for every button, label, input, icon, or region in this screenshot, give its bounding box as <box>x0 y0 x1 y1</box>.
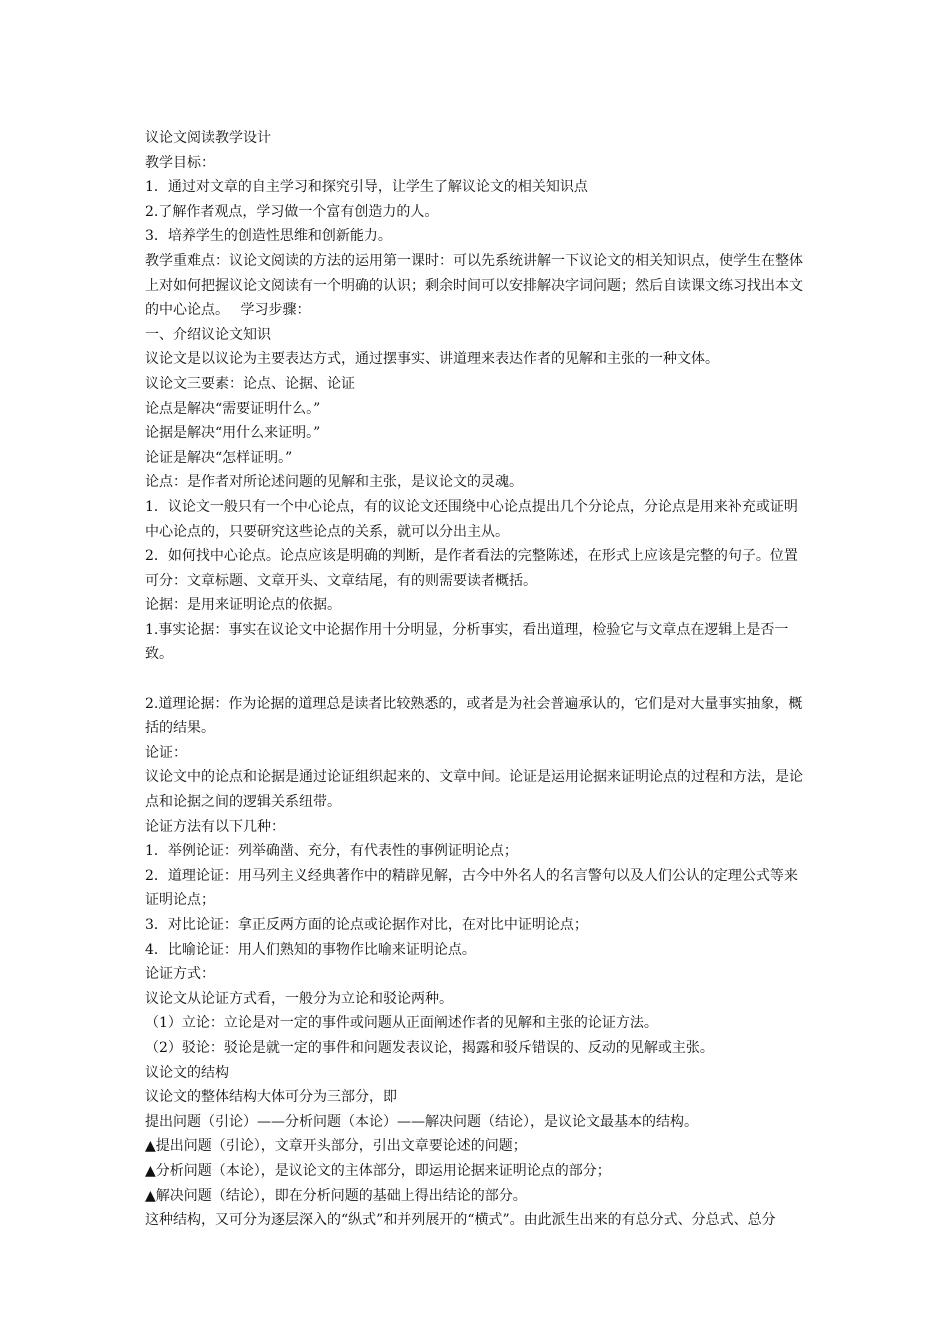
list-item: ▲提出问题（引论），文章开头部分，引出文章要论述的问题； <box>145 1138 527 1155</box>
list-item: 1．通过对文章的自主学习和探究引导，让学生了解议论文的相关知识点 <box>145 179 588 196</box>
paragraph: 议论文是以议论为主要表达方式，通过摆事实、讲道理来表达作者的见解和主张的一种文体。 <box>145 351 719 368</box>
list-item: 2．如何找中心论点。论点应该是明确的判断，是作者看法的完整陈述，在形式上应该是完整的句子。位置可分：文章标题、文章开头、文章结尾，有的则需要读者概括。 <box>145 548 798 589</box>
list-item: 2．道理论证：用马列主义经典著作中的精辟见解，古今中外名人的名言警句以及人们公认的定理公式等来证明论点； <box>145 867 798 909</box>
paragraph: 议论文的整体结构大体可分为三部分，即 <box>145 1089 397 1106</box>
list-item: ▲解决问题（结论），即在分析问题的基础上得出结论的部分。 <box>145 1187 527 1204</box>
paragraph: 议论文三要素：论点、论据、论证 <box>145 375 355 392</box>
list-item: ▲分析问题（本论），是议论文的主体部分，即运用论据来证明论点的部分； <box>145 1162 611 1179</box>
list-item: 2.了解作者观点，学习做一个富有创造力的人。 <box>145 203 439 220</box>
paragraph: 论点：是作者对所论述问题的见解和主张，是议论文的灵魂。 <box>145 474 523 491</box>
section-heading: 一、介绍议论文知识 <box>145 326 271 343</box>
list-item: （1）立论：立论是对一定的事件或问题从正面阐述作者的见解和主张的论证方法。 <box>145 1015 658 1032</box>
list-item: 3．培养学生的创造性思维和创新能力。 <box>145 228 392 245</box>
paragraph: 论证方法有以下几种： <box>145 818 285 835</box>
list-item: （2）驳论：驳论是就一定的事件和问题发表议论，揭露和驳斥错误的、反动的见解或主张。 <box>145 1039 714 1056</box>
paragraph: 论据是解决“用什么来证明。” <box>145 425 321 442</box>
blank-line <box>145 667 810 692</box>
section-heading: 论证方式： <box>145 966 215 983</box>
list-item: 3．对比论证：拿正反两方面的论点或论据作对比，在对比中证明论点； <box>145 917 588 933</box>
section-heading: 论证： <box>145 744 187 761</box>
paragraph: 教学重难点：议论文阅读的方法的运用第一课时：可以先系统讲解一下议论文的相关知识点，使学生在整体上对如何把握议论文阅读有一个明确的认识；剩余时间可以安排解决字词问题；然后自读课文练习找出本文的中心论点。 学习步骤： <box>145 252 803 319</box>
list-item: 1．议论文一般只有一个中心论点，有的议论文还围绕中心论点提出几个分论点，分论点是用来补充或证明中心论点的，只要研究这些论点的关系，就可以分出主从。 <box>145 498 798 540</box>
list-item: 1．举例论证：列举确凿、充分，有代表性的事例证明论点； <box>145 843 518 860</box>
section-heading: 议论文的结构 <box>145 1064 229 1081</box>
paragraph: 论据：是用来证明论点的依据。 <box>145 597 341 614</box>
paragraph: 论点是解决“需要证明什么。” <box>145 400 321 417</box>
doc-title: 议论文阅读教学设计 <box>145 130 271 146</box>
paragraph: 提出问题（引论）——分析问题（本论）——解决问题（结论），是议论文最基本的结构。 <box>145 1113 698 1130</box>
document-body <box>145 126 810 1233</box>
paragraph: 这种结构，又可分为逐层深入的“纵式”和并列展开的“横式”。由此派生出来的有总分式、分总式、总分 <box>145 1212 776 1229</box>
paragraph: 议论文中的论点和论据是通过论证组织起来的、文章中间。论证是运用论据来证明论点的过程和方法，是论点和论据之间的逻辑关系纽带。 <box>145 769 803 811</box>
section-heading: 教学目标： <box>145 154 215 171</box>
paragraph: 论证是解决“怎样证明。” <box>145 449 293 466</box>
list-item: 2.道理论据：作为论据的道理总是读者比较熟悉的，或者是为社会普遍承认的，它们是对大量事实抽象，概括的结果。 <box>145 695 803 737</box>
list-item: 4．比喻论证：用人们熟知的事物作比喻来证明论点。 <box>145 941 476 958</box>
list-item: 1.事实论据：事实在议论文中论据作用十分明显，分析事实，看出道理，检验它与文章点在逻辑上是否一致。 <box>145 621 789 663</box>
paragraph: 议论文从论证方式看，一般分为立论和驳论两种。 <box>145 990 453 1007</box>
